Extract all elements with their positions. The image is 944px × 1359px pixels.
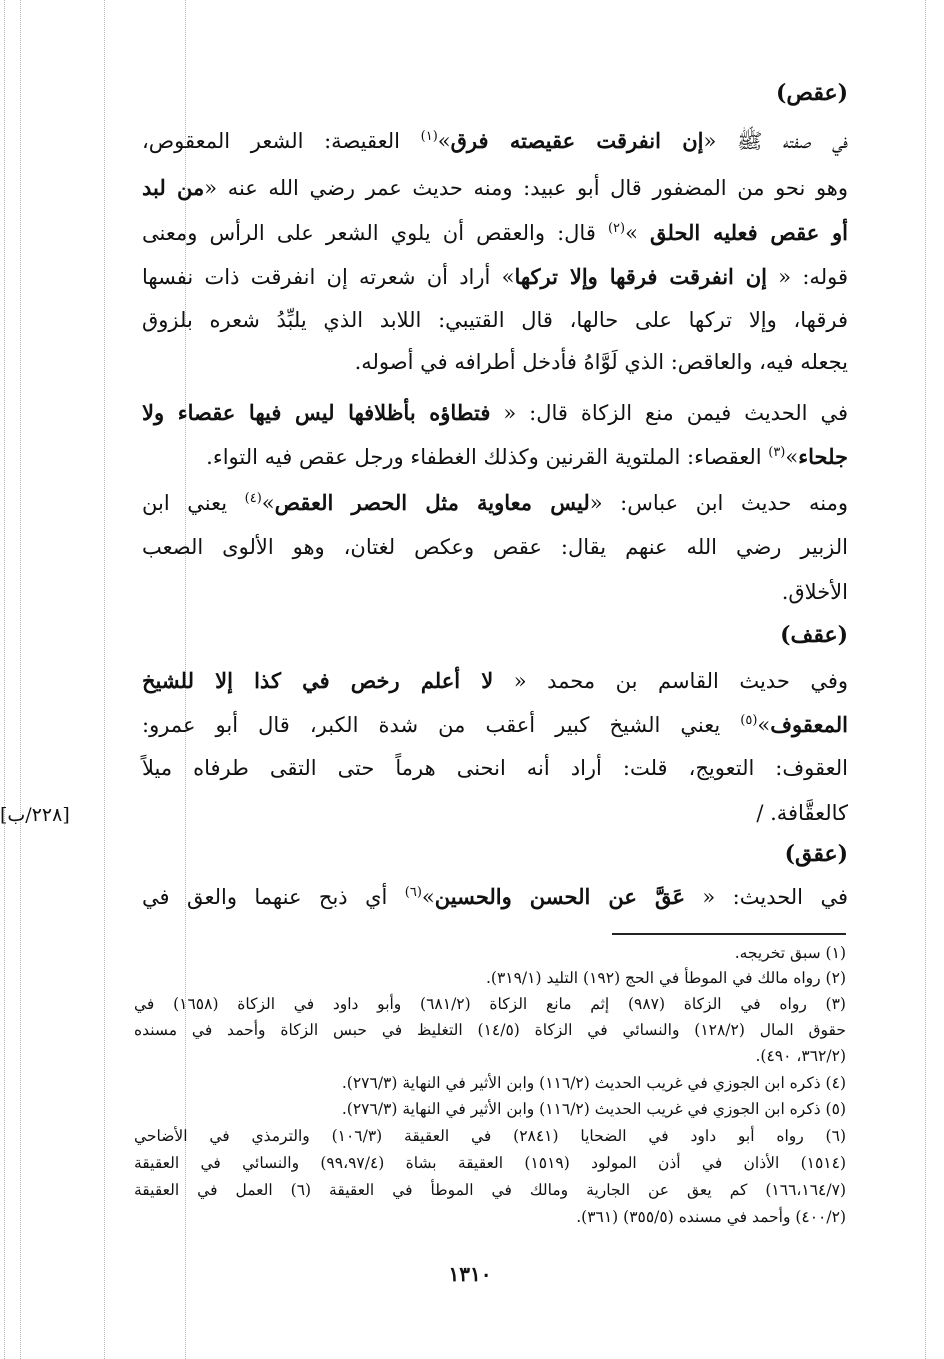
footnote-line: (٤) ذكره ابن الجوزي في غريب الحديث (١١٦/٢) وابن الأثير في النهاية (٢٧٦/٣).	[341, 1074, 846, 1092]
text-line: يجعله فيه، والعاقص: الذي لَوَّاهُ فأدخل أطرافه في أصوله.	[354, 350, 848, 374]
margin-dotted-rule	[4, 0, 5, 1359]
footnote-ref: (٦)	[404, 885, 422, 900]
footnote-ref: (١)	[420, 129, 438, 144]
footnote-line: (٢) رواه مالك في الموطأ في الحج (١٩٢) التليد (٣١٩/١).	[485, 969, 846, 987]
text-line: في صفته ﷺ «إن انفرقت عقيصته فرق»$^{(١)}$ العقيصة: الشعر المعقوص،	[142, 128, 848, 153]
manuscript-folio-marker: [٢٢٨/ب]	[0, 804, 70, 826]
text-line: قوله: « إن انفرقت فرقها وإلا تركها» أراد أن شعرته إن انفرقت ذات نفسها	[142, 264, 848, 289]
text-line: في الحديث فيمن منع الزكاة قال: « فتطاؤه بأظلافها ليس فيها عقصاء ولا	[142, 400, 848, 425]
section-heading: (عقف)	[780, 622, 848, 648]
footnote-ref: (٥)	[740, 713, 758, 728]
margin-dotted-rule	[925, 0, 926, 1359]
text-line: الزبير رضي الله عنهم يقال: عقص وعكص لغتان، وهو الألوى الصعب	[142, 535, 848, 559]
footnote-separator	[612, 933, 846, 935]
footnote-line: (٥) ذكره ابن الجوزي في غريب الحديث (١١٦/٢) وابن الأثير في النهاية (٢٧٦/٣).	[341, 1100, 846, 1118]
footnote-line: (١٦٦،١٦٤/٧) كم يعق عن الجارية ومالك في الموطأ في العقيقة (٦) العمل في العقيقة	[134, 1181, 846, 1199]
footnote-line: (٣٦٢/٢، ٤٩٠).	[755, 1047, 846, 1065]
text-line: جلحاء»$^{(٣)}$ العقصاء: الملتوية القرنين وكذلك الغطفاء ورجل عقص فيه التواء.	[206, 444, 848, 469]
margin-dotted-rule	[104, 0, 105, 1359]
page-number: ١٣١٠	[448, 1262, 492, 1286]
section-heading: (عقق)	[784, 841, 848, 867]
text-line: ومنه حديث ابن عباس: «ليس معاوية مثل الحصر العقص»$^{(٤)}$ يعني ابن	[142, 490, 848, 515]
text-line: المعقوف»$^{(٥)}$ يعني الشيخ كبير أعقب من شدة الكبر، قال أبو عمرو:	[142, 712, 848, 737]
footnote-ref: (٤)	[244, 491, 262, 506]
text-line: العقوف: التعويج، قلت: أراد أنه انحنى هرماً حتى التقى طرفاه ميلاً	[142, 756, 848, 780]
text-line: في الحديث: « عَقَّ عن الحسن والحسين»$^{(٦)}$ أي ذبح عنهما والعق في	[142, 884, 848, 909]
footnote-line: (٣) رواه في الزكاة (٩٨٧) إثم مانع الزكاة (٦٨١/٢) وأبو داود في الزكاة (١٦٥٨) في	[134, 995, 846, 1013]
footnote-line: (١) سبق تخريجه.	[734, 944, 846, 962]
margin-dotted-rule	[20, 0, 21, 1359]
footnote-line: حقوق المال (١٢٨/٢) والنسائي في الزكاة (١٤/٥) التغليظ في حبس الزكاة وأحمد في مسنده	[134, 1021, 846, 1039]
footnote-ref: (٢)	[607, 221, 626, 236]
footnote-line: (٤٠٠/٢) وأحمد في مسنده (٣٥٥/٥) (٣٦١).	[576, 1208, 846, 1226]
section-heading: (عقص)	[775, 80, 848, 106]
text-line: كالعقَّافة. /	[756, 801, 848, 825]
footnote-ref: (٣)	[768, 445, 786, 460]
text-line: وهو نحو من المضفور قال أبو عبيد: ومنه حديث عمر رضي الله عنه «من لبد	[142, 175, 849, 200]
text-line: أو عقص فعليه الحلق »$^{(٢)}$ قال: والعقص أن يلوي الشعر على الرأس ومعنى	[142, 220, 848, 245]
footnote-line: (٦) رواه أبو داود في الضحايا (٢٨٤١) في العقيقة (١٠٦/٣) والترمذي في الأضاحي	[134, 1127, 846, 1145]
text-line: فرقها، وإلا تركها على حالها، قال القتيبي: اللابد الذي يلبِّدُ شعره بلزوق	[142, 308, 848, 332]
text-line: وفي حديث القاسم بن محمد « لا أعلم رخص في كذا إلا للشيخ	[142, 668, 848, 693]
footnote-line: (١٥١٤) الأذان في أذن المولود (١٥١٩) العقيقة بشاة (٩٩،٩٧/٤) والنسائي في العقيقة	[134, 1154, 846, 1172]
text-line: الأخلاق.	[781, 580, 848, 604]
